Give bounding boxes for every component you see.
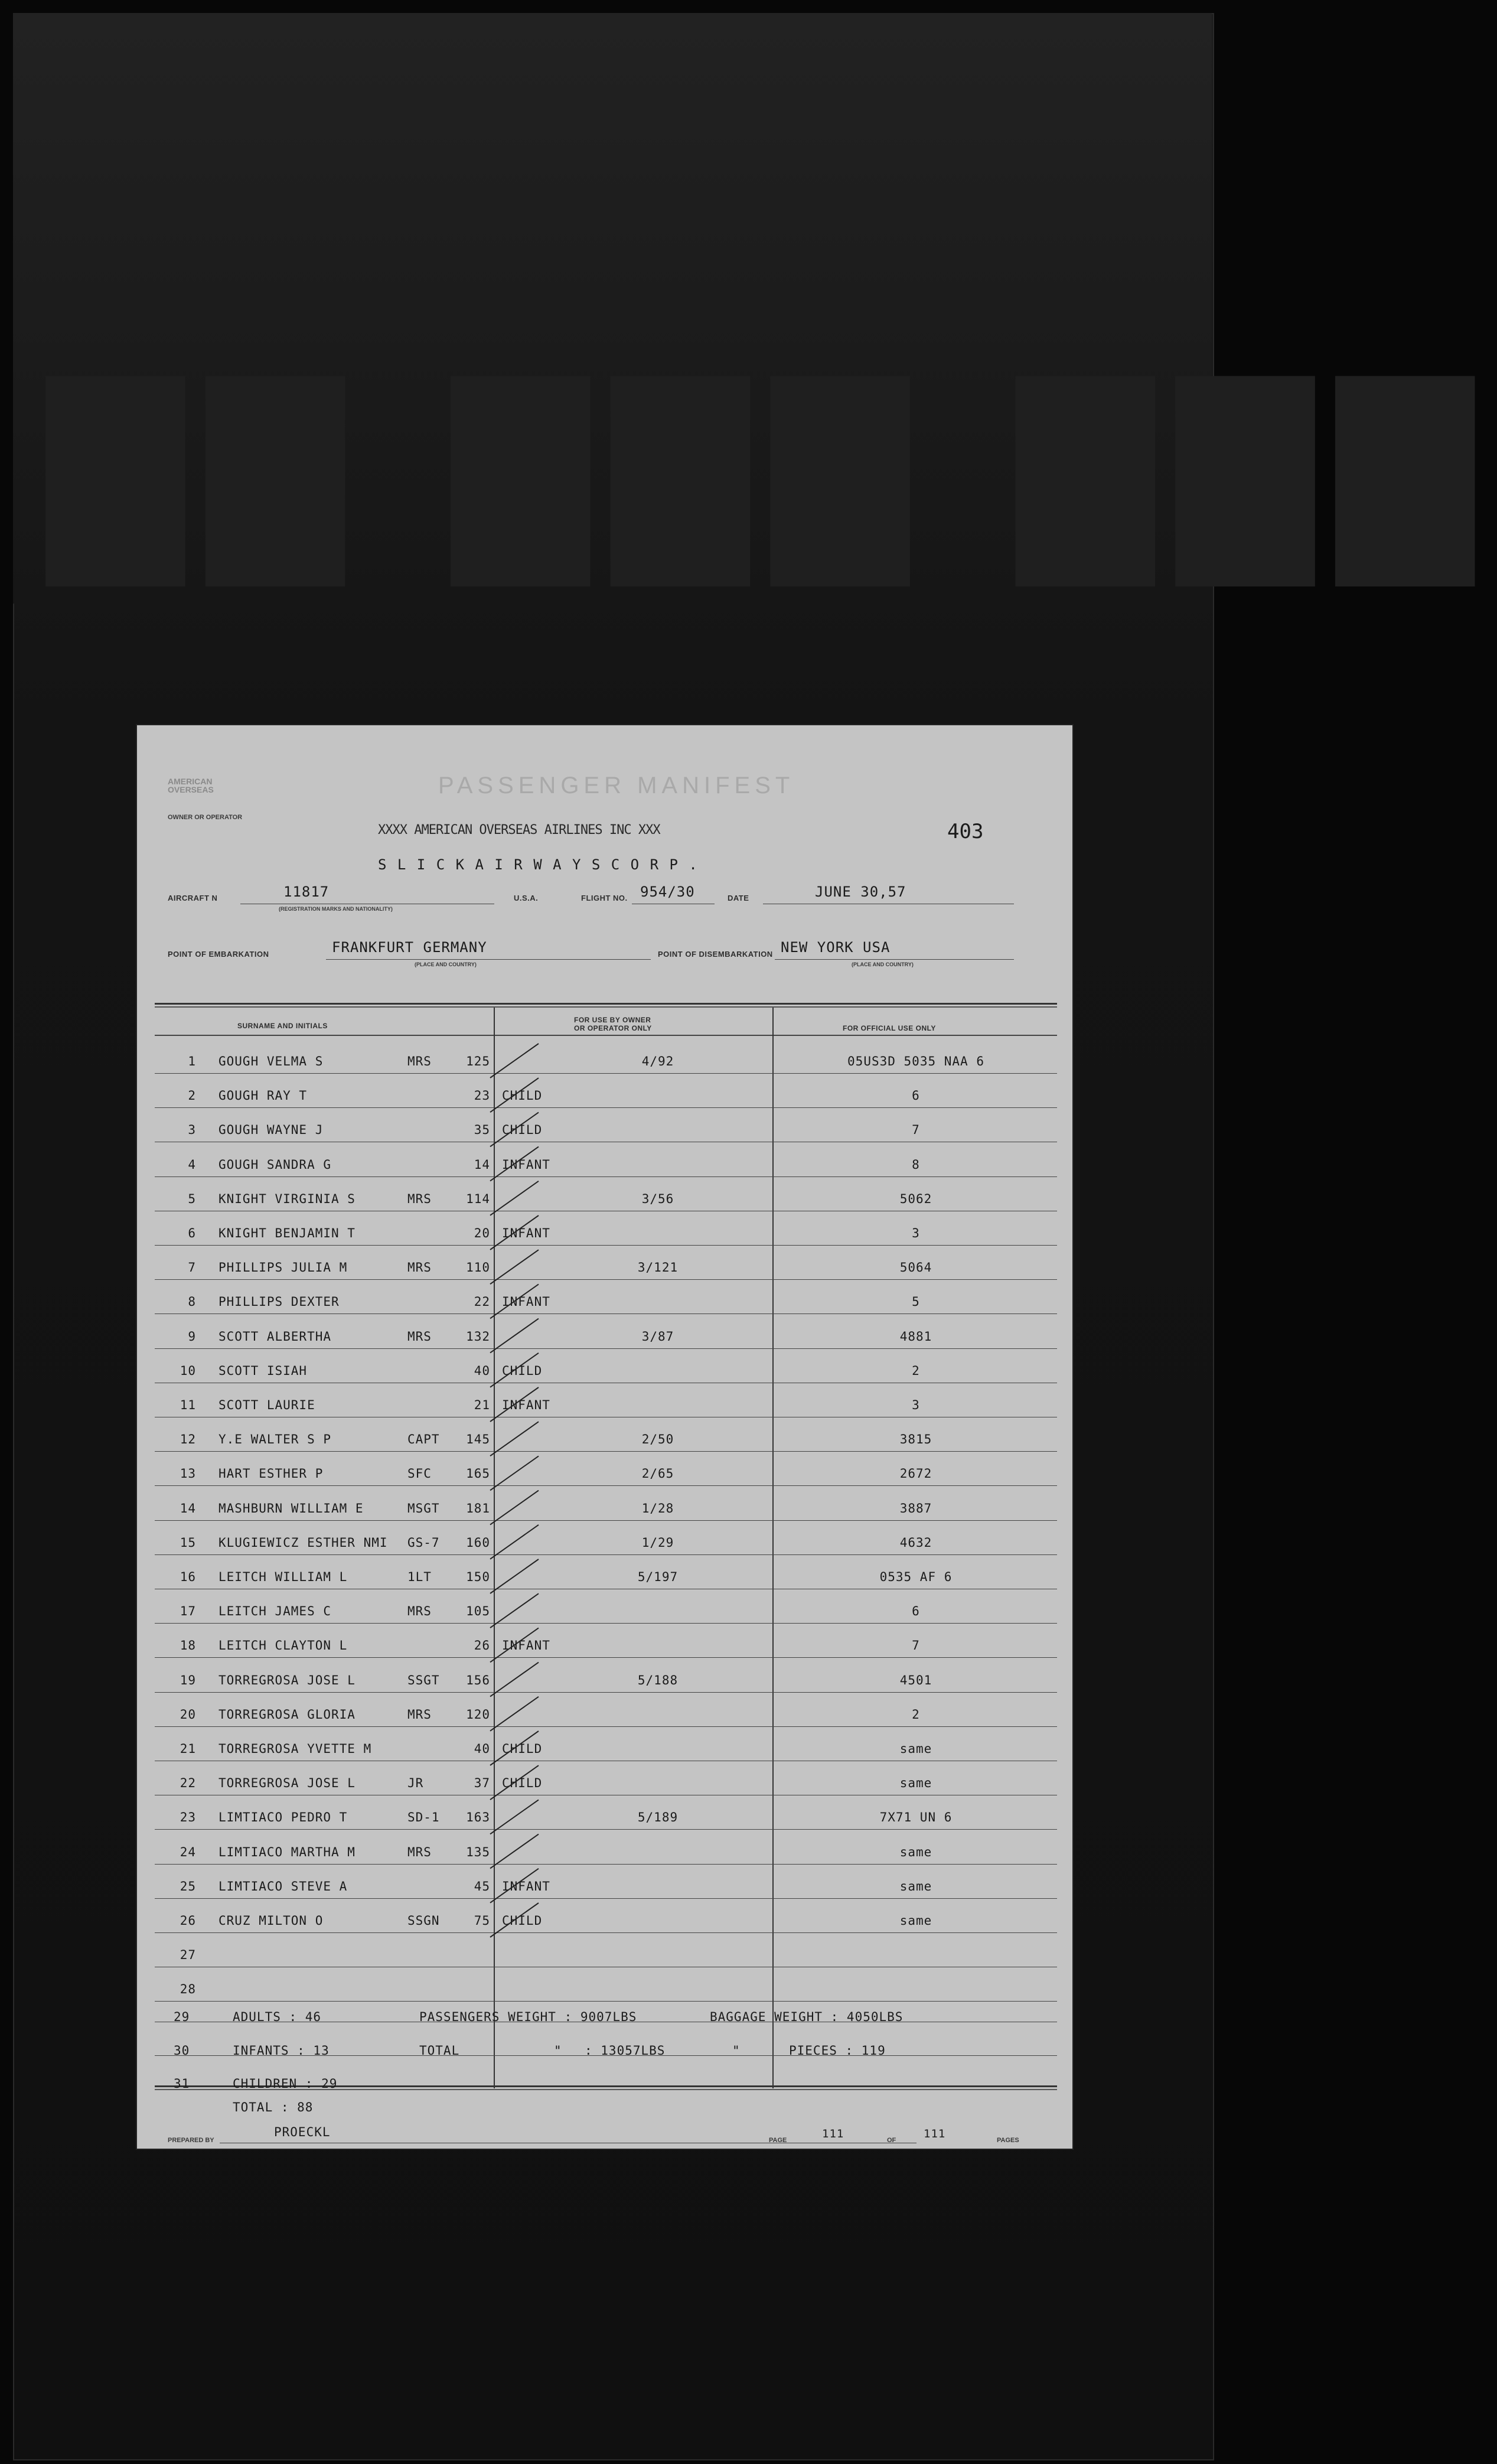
passenger-weight: 26 — [474, 1638, 490, 1653]
passenger-weight: 120 — [466, 1707, 490, 1722]
column-divider-2 — [772, 1008, 774, 2088]
passenger-title: MRS — [407, 1260, 432, 1275]
column-header-owner-1: FOR USE BY OWNER — [574, 1016, 651, 1024]
table-row-rule — [155, 1073, 1057, 1074]
table-row-rule — [155, 1485, 1057, 1486]
official-code: same — [899, 1742, 932, 1756]
owner-struck-text: XXXX AMERICAN OVERSEAS AIRLINES INC XXX — [378, 823, 660, 837]
passenger-weight: 132 — [466, 1329, 490, 1344]
row-number: 10 — [180, 1363, 196, 1378]
table-row-rule — [155, 1726, 1057, 1727]
passenger-name: SCOTT LAURIE — [218, 1398, 315, 1412]
row-number-29: 29 — [174, 2010, 190, 2024]
embarkation-label: POINT OF EMBARKATION — [168, 950, 269, 959]
table-row-rule — [155, 1451, 1057, 1452]
official-code: 3887 — [899, 1501, 932, 1515]
operator-code: 2/65 — [641, 1466, 674, 1481]
row-number: 20 — [180, 1707, 196, 1722]
passenger-name: PHILLIPS DEXTER — [218, 1295, 340, 1309]
row-number: 22 — [180, 1776, 196, 1791]
official-code: same — [899, 1879, 932, 1893]
column-header-surname: SURNAME AND INITIALS — [237, 1022, 328, 1030]
passenger-name: SCOTT ALBERTHA — [218, 1329, 332, 1344]
passenger-title: SSGT — [407, 1673, 440, 1687]
passenger-name: LEITCH WILLIAM L — [218, 1570, 348, 1584]
prepared-by-label: PREPARED BY — [168, 2137, 214, 2144]
row-number: 8 — [188, 1295, 196, 1309]
passenger-name: KNIGHT BENJAMIN T — [218, 1226, 356, 1240]
table-row-rule — [155, 2001, 1057, 2002]
table-row-rule — [155, 1692, 1057, 1693]
passengers-weight: PASSENGERS WEIGHT : 9007LBS — [419, 2010, 637, 2024]
passenger-name: LEITCH JAMES C — [218, 1604, 332, 1619]
of-value: 111 — [924, 2127, 946, 2140]
row-number: 9 — [188, 1329, 196, 1344]
table-row-rule — [155, 1554, 1057, 1555]
operator-code: 1/29 — [641, 1535, 674, 1550]
passenger-weight: 110 — [466, 1260, 490, 1275]
row-number: 15 — [180, 1535, 196, 1550]
passenger-weight: 105 — [466, 1604, 490, 1619]
row-number: 16 — [180, 1570, 196, 1584]
ghost-bleed-text: ██ ███ ███ — [47, 378, 1497, 584]
table-row-rule — [155, 1279, 1057, 1280]
official-code: 2 — [912, 1707, 920, 1722]
ditto-mark-2: " — [732, 2043, 741, 2058]
row-number: 6 — [188, 1226, 196, 1240]
passenger-weight: 21 — [474, 1398, 490, 1412]
official-code: 4632 — [899, 1535, 932, 1550]
table-row-rule — [155, 1864, 1057, 1865]
passenger-name: SCOTT ISIAH — [218, 1363, 308, 1378]
company-stamp: AMERICAN OVERSEAS — [168, 777, 214, 794]
passenger-weight: 125 — [466, 1054, 490, 1068]
passenger-status: INFANT — [502, 1879, 550, 1893]
passenger-weight: 75 — [474, 1914, 490, 1928]
passenger-name: KNIGHT VIRGINIA S — [218, 1191, 356, 1206]
passenger-weight: 37 — [474, 1776, 490, 1791]
passenger-status: INFANT — [502, 1638, 550, 1653]
official-code: 2672 — [899, 1466, 932, 1481]
passenger-title: SFC — [407, 1466, 432, 1481]
passenger-weight: 165 — [466, 1466, 490, 1481]
official-code: 3 — [912, 1398, 920, 1412]
passenger-weight: 160 — [466, 1535, 490, 1550]
aircraft-note: (REGISTRATION MARKS AND NATIONALITY) — [279, 906, 393, 912]
passenger-weight: 163 — [466, 1810, 490, 1825]
passenger-weight: 20 — [474, 1226, 490, 1240]
passenger-status: CHILD — [502, 1363, 543, 1378]
row-number: 23 — [180, 1810, 196, 1825]
passenger-weight: 23 — [474, 1088, 490, 1103]
row-number-30: 30 — [174, 2043, 190, 2058]
operator-code: 3/87 — [641, 1329, 674, 1344]
embarkation-value: FRANKFURT GERMANY — [332, 939, 487, 956]
baggage-weight: BAGGAGE WEIGHT : 4050LBS — [710, 2010, 904, 2024]
passenger-name: KLUGIEWICZ ESTHER NMI — [218, 1535, 388, 1550]
operator-code: 2/50 — [641, 1432, 674, 1447]
passenger-name: LIMTIACO PEDRO T — [218, 1810, 348, 1825]
passenger-name: TORREGROSA YVETTE M — [218, 1742, 372, 1756]
passenger-name: GOUGH VELMA S — [218, 1054, 324, 1068]
children-count: CHILDREN : 29 — [233, 2077, 338, 2091]
table-row-rule — [155, 1107, 1057, 1108]
passenger-name: LIMTIACO STEVE A — [218, 1879, 348, 1893]
official-code: 7 — [912, 1123, 920, 1138]
operator-code: 1/28 — [641, 1501, 674, 1515]
operator-code: 5/189 — [637, 1810, 679, 1825]
passenger-status: INFANT — [502, 1398, 550, 1412]
row-number: 17 — [180, 1604, 196, 1619]
official-code: 3815 — [899, 1432, 932, 1447]
passenger-status: INFANT — [502, 1157, 550, 1172]
passenger-title: MRS — [407, 1707, 432, 1722]
passenger-title: MRS — [407, 1054, 432, 1068]
total-weight: : 13057LBS — [585, 2043, 666, 2058]
passenger-title: GS-7 — [407, 1535, 440, 1550]
passenger-weight: 156 — [466, 1673, 490, 1687]
official-code: same — [899, 1914, 932, 1928]
table-row-rule — [155, 1623, 1057, 1624]
official-code: 5062 — [899, 1191, 932, 1206]
passenger-weight: 40 — [474, 1742, 490, 1756]
passenger-title: SD-1 — [407, 1810, 440, 1825]
passenger-weight: 22 — [474, 1295, 490, 1309]
passenger-weight: 14 — [474, 1157, 490, 1172]
passenger-status: INFANT — [502, 1295, 550, 1309]
passenger-name: HART ESTHER P — [218, 1466, 324, 1481]
passenger-name: LEITCH CLAYTON L — [218, 1638, 348, 1653]
row-number: 13 — [180, 1466, 196, 1481]
flight-label: FLIGHT NO. — [581, 894, 628, 902]
table-row-rule — [155, 1829, 1057, 1830]
column-header-owner-2: OR OPERATOR ONLY — [574, 1024, 652, 1032]
usa-label: U.S.A. — [514, 894, 539, 902]
row-number-31: 31 — [174, 2077, 190, 2091]
passenger-weight: 114 — [466, 1191, 490, 1206]
passenger-status: CHILD — [502, 1123, 543, 1138]
passenger-status: CHILD — [502, 1088, 543, 1103]
row-number: 19 — [180, 1673, 196, 1687]
row-number: 14 — [180, 1501, 196, 1515]
infants-count: INFANTS : 13 — [233, 2043, 330, 2058]
table-row-rule — [155, 1657, 1057, 1658]
official-code: 4501 — [899, 1673, 932, 1687]
passenger-weight: 181 — [466, 1501, 490, 1515]
passenger-title: MRS — [407, 1191, 432, 1206]
official-code: same — [899, 1776, 932, 1791]
row-number: 27 — [180, 1948, 196, 1963]
passenger-title: MSGT — [407, 1501, 440, 1515]
row-number: 12 — [180, 1432, 196, 1447]
total-passengers: TOTAL : 88 — [233, 2100, 314, 2114]
passenger-name: TORREGROSA JOSE L — [218, 1673, 356, 1687]
prepared-by-value: PROECKL — [274, 2125, 331, 2139]
passenger-name: GOUGH WAYNE J — [218, 1123, 324, 1138]
date-label: DATE — [728, 894, 749, 902]
passenger-weight: 40 — [474, 1363, 490, 1378]
passenger-status: CHILD — [502, 1742, 543, 1756]
ditto-mark: " — [554, 2043, 562, 2058]
page-label: PAGE — [769, 2137, 787, 2144]
pages-label: PAGES — [997, 2137, 1019, 2144]
row-number: 1 — [188, 1054, 196, 1068]
passenger-weight: 145 — [466, 1432, 490, 1447]
operator-code: 5/188 — [637, 1673, 679, 1687]
row-number: 24 — [180, 1844, 196, 1859]
disembarkation-note: (PLACE AND COUNTRY) — [852, 962, 914, 967]
row-number: 18 — [180, 1638, 196, 1653]
passenger-title: JR — [407, 1776, 424, 1791]
passenger-title: MRS — [407, 1844, 432, 1859]
official-code: same — [899, 1844, 932, 1859]
passenger-title: MRS — [407, 1329, 432, 1344]
official-code: 8 — [912, 1157, 920, 1172]
passenger-title: 1LT — [407, 1570, 432, 1584]
passenger-status: CHILD — [502, 1776, 543, 1791]
row-number: 28 — [180, 1982, 196, 1997]
total-label: TOTAL — [419, 2043, 460, 2058]
passenger-title: MRS — [407, 1604, 432, 1619]
passenger-name: TORREGROSA GLORIA — [218, 1707, 356, 1722]
table-row-rule — [155, 1932, 1057, 1933]
operator-code: 4/92 — [641, 1054, 674, 1068]
embarkation-note: (PLACE AND COUNTRY) — [415, 962, 477, 967]
passenger-name: CRUZ MILTON O — [218, 1914, 324, 1928]
page-value: 111 — [822, 2127, 844, 2140]
table-top-rule — [155, 1003, 1057, 1005]
passenger-name: LIMTIACO MARTHA M — [218, 1844, 356, 1859]
owner-name: S L I C K A I R W A Y S C O R P . — [378, 856, 699, 873]
official-code: 0535 AF 6 — [879, 1570, 953, 1584]
row-number: 2 — [188, 1088, 196, 1103]
passenger-name: GOUGH SANDRA G — [218, 1157, 332, 1172]
pieces-count: PIECES : 119 — [789, 2043, 886, 2058]
official-code: 05US3D 5035 NAA 6 — [847, 1054, 984, 1068]
row-number: 7 — [188, 1260, 196, 1275]
table-row-rule — [155, 1898, 1057, 1899]
column-header-official: FOR OFFICIAL USE ONLY — [843, 1024, 936, 1032]
row-number: 4 — [188, 1157, 196, 1172]
row-number: 25 — [180, 1879, 196, 1893]
date-value: JUNE 30,57 — [815, 884, 906, 900]
passenger-name: MASHBURN WILLIAM E — [218, 1501, 364, 1515]
adults-count: ADULTS : 46 — [233, 2010, 322, 2024]
official-code: 6 — [912, 1088, 920, 1103]
owner-label: OWNER OR OPERATOR — [168, 814, 243, 821]
operator-code: 5/197 — [637, 1570, 679, 1584]
table-row-rule — [155, 1520, 1057, 1521]
operator-code: 3/56 — [641, 1191, 674, 1206]
of-label: OF — [887, 2137, 896, 2144]
passenger-name: GOUGH RAY T — [218, 1088, 308, 1103]
flight-value: 954/30 — [640, 884, 695, 900]
passenger-name: TORREGROSA JOSE L — [218, 1776, 356, 1791]
row-number: 5 — [188, 1191, 196, 1206]
passenger-status: CHILD — [502, 1914, 543, 1928]
table-row-rule — [155, 1176, 1057, 1177]
table-row-rule — [155, 1245, 1057, 1246]
official-code: 6 — [912, 1604, 920, 1619]
aircraft-value: 11817 — [283, 884, 330, 900]
disembarkation-value: NEW YORK USA — [781, 939, 891, 956]
row-number: 11 — [180, 1398, 196, 1412]
disembarkation-label: POINT OF DISEMBARKATION — [658, 950, 773, 959]
aircraft-label: AIRCRAFT N — [168, 894, 218, 902]
passenger-name: Y.E WALTER S P — [218, 1432, 332, 1447]
passenger-title: CAPT — [407, 1432, 440, 1447]
manifest-page-number: 403 — [947, 820, 984, 843]
official-code: 2 — [912, 1363, 920, 1378]
official-code: 3 — [912, 1226, 920, 1240]
passenger-manifest-document — [137, 725, 1072, 2149]
operator-code: 3/121 — [637, 1260, 679, 1275]
passenger-weight: 135 — [466, 1844, 490, 1859]
passenger-status: INFANT — [502, 1226, 550, 1240]
official-code: 7X71 UN 6 — [879, 1810, 953, 1825]
passenger-weight: 150 — [466, 1570, 490, 1584]
column-divider-1 — [494, 1008, 495, 2088]
passenger-weight: 45 — [474, 1879, 490, 1893]
passenger-name: PHILLIPS JULIA M — [218, 1260, 348, 1275]
passenger-weight: 35 — [474, 1123, 490, 1138]
table-row-rule — [155, 1348, 1057, 1349]
row-number: 26 — [180, 1914, 196, 1928]
row-number: 21 — [180, 1742, 196, 1756]
manifest-title: PASSENGER MANIFEST — [438, 773, 795, 798]
official-code: 5 — [912, 1295, 920, 1309]
official-code: 7 — [912, 1638, 920, 1653]
row-number: 3 — [188, 1123, 196, 1138]
official-code: 4881 — [899, 1329, 932, 1344]
official-code: 5064 — [899, 1260, 932, 1275]
passenger-title: SSGN — [407, 1914, 440, 1928]
